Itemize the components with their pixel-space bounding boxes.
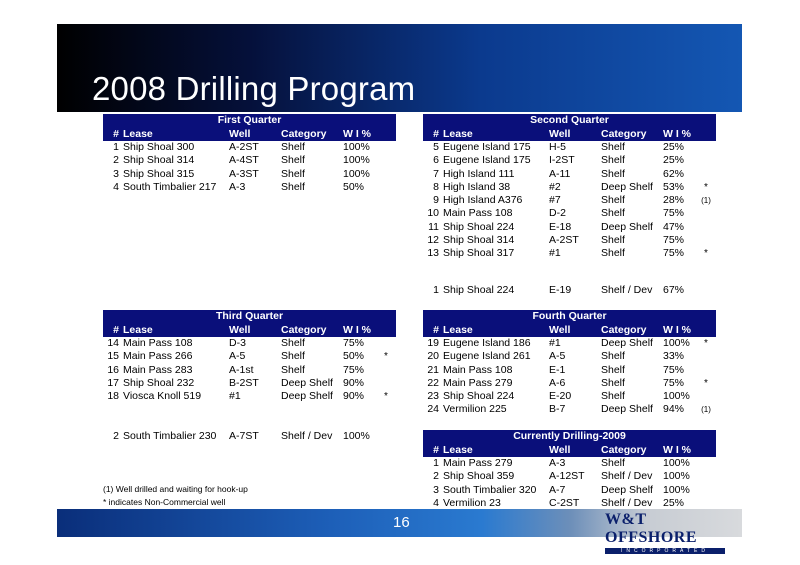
cell-well: A-3 [229,180,246,193]
cell-well: A-5 [229,350,246,363]
cell-well: A-3ST [229,167,259,180]
cell-well: E-18 [549,220,572,233]
column-headers [103,127,396,141]
cell-lease: South Timbalier 217 [123,180,217,193]
cell-category: Shelf [601,457,625,469]
cell-num: 5 [433,141,439,153]
cell-wi: 94% [663,403,685,416]
table-row [423,337,716,350]
cell-wi: 25% [663,141,685,153]
cell-wi: 67% [663,284,685,296]
cell-category: Shelf / Dev [601,284,653,296]
cell-category: Deep Shelf [281,376,333,389]
table-header [423,430,716,457]
cell-wi: 100% [343,430,370,442]
cell-lease: Main Pass 108 [123,337,193,349]
cell-lease: Eugene Island 175 [443,141,531,153]
cell-num: 3 [433,483,439,496]
cell-num: 22 [427,376,439,389]
cell-wi: 100% [663,483,690,496]
cell-category: Shelf [601,141,625,153]
cell-wi: 100% [663,457,690,469]
col-well: Well [549,128,571,140]
cell-footnote-mark: * [384,391,388,403]
cell-num: 24 [427,403,439,416]
cell-category: Shelf [281,337,305,349]
cell-well: #1 [549,337,561,349]
cell-lease: South Timbalier 320 [443,483,537,496]
col-category: Category [281,324,327,336]
cell-well: A-2ST [229,141,259,153]
second-quarter-table [423,114,716,261]
table-row [103,337,396,350]
cell-footnote-mark [376,364,396,377]
cell-footnote-mark [696,168,716,181]
cell-lease: Ship Shoal 300 [123,141,195,153]
cell-num: 8 [433,180,439,193]
table-row [103,141,396,154]
cell-lease: Main Pass 279 [443,457,513,469]
cell-category: Shelf [601,363,625,376]
first-quarter-table [103,114,396,194]
cell-num: 2 [113,430,119,442]
cell-footnote-mark: * [384,351,388,363]
company-logo [605,511,725,554]
col-well: Well [229,324,251,336]
cell-wi: 33% [663,350,685,363]
cell-wi: 100% [663,390,690,403]
cell-lease: Ship Shoal 315 [123,167,195,180]
table-row [423,154,716,167]
cell-lease: Ship Shoal 314 [443,234,515,247]
logo-subtext: INCORPORATED [605,548,725,554]
table-row [423,364,716,377]
slide-title: 2008 Drilling Program [92,70,416,107]
cell-well: #2 [549,180,561,193]
table-row [423,484,716,497]
cell-well: A-7ST [229,430,259,442]
col-num: # [433,444,439,456]
cell-footnote-mark [376,141,396,154]
cell-num: 17 [107,376,119,389]
table-header [103,114,396,141]
table-row [423,181,716,194]
cell-footnote-mark [696,154,716,167]
cell-well: A-3 [549,457,566,469]
cell-well: #7 [549,194,561,207]
cell-well: C-2ST [549,496,580,509]
table-header [103,310,396,337]
cell-wi: 75% [343,337,365,349]
table-row [423,207,716,220]
cell-footnote-mark [696,207,716,220]
currently-drilling-table [423,430,716,510]
cell-category: Shelf [281,167,305,180]
cell-category: Deep Shelf [601,403,653,416]
table-title: First Quarter [217,114,282,126]
cell-category: Shelf [601,350,625,363]
cell-category: Shelf [281,141,305,153]
footnote-noncommercial: * indicates Non-Commercial well [103,497,226,507]
column-headers [423,127,716,141]
col-category: Category [281,128,327,140]
col-lease: Lease [123,128,153,140]
col-category: Category [601,444,647,456]
cell-category: Shelf / Dev [601,496,653,509]
cell-footnote-mark [376,430,396,443]
table-row [103,154,396,167]
col-lease: Lease [443,444,473,456]
cell-wi: 100% [663,470,690,483]
cell-lease: Main Pass 266 [123,350,193,363]
cell-num: 4 [113,180,119,193]
cell-num: 23 [427,390,439,403]
cell-category: Shelf [601,390,625,403]
cell-wi: 53% [663,180,685,193]
cell-lease: Main Pass 283 [123,363,193,376]
cell-footnote-mark [376,337,396,350]
cell-footnote-mark [696,390,716,403]
cell-footnote-mark: (1) [701,196,711,206]
cell-num: 2 [113,154,119,167]
cell-num: 10 [427,207,439,220]
cell-well: D-2 [549,207,566,220]
cell-footnote-mark [696,284,716,297]
cell-lease: Ship Shoal 232 [123,376,195,389]
cell-wi: 28% [663,194,685,207]
col-well: Well [549,444,571,456]
cell-category: Shelf [601,247,625,260]
cell-wi: 90% [343,390,365,403]
table-row [423,141,716,154]
table-row [103,430,396,443]
cell-category: Deep Shelf [601,220,653,233]
cell-lease: High Island A376 [443,194,523,207]
cell-wi: 90% [343,376,365,389]
cell-num: 2 [433,470,439,483]
cell-lease: High Island 111 [443,167,515,180]
cell-footnote-mark [696,350,716,363]
cell-category: Deep Shelf [601,337,653,349]
cell-lease: Eugene Island 261 [443,350,531,363]
col-well: Well [549,324,571,336]
table-title: Currently Drilling-2009 [513,430,626,442]
cell-footnote-mark: * [704,181,708,193]
table-row [423,194,716,207]
cell-wi: 50% [343,350,365,363]
cell-wi: 47% [663,220,685,233]
table-row [423,470,716,483]
table-row [423,403,716,416]
cell-footnote-mark: * [704,377,708,389]
cell-lease: Ship Shoal 224 [443,284,515,296]
cell-footnote-mark: * [704,338,708,349]
table-row [423,390,716,403]
cell-category: Deep Shelf [601,180,653,193]
cell-well: H-5 [549,141,566,153]
cell-num: 7 [433,167,439,180]
table-row [103,350,396,363]
cell-num: 3 [113,167,119,180]
cell-well: B-2ST [229,376,259,389]
cell-lease: Eugene Island 186 [443,337,531,349]
cell-category: Shelf [281,180,305,193]
cell-footnote-mark [696,141,716,154]
table-row [423,377,716,390]
cell-lease: South Timbalier 230 [123,430,217,442]
cell-footnote-mark: * [704,248,708,260]
column-headers [103,323,396,337]
cell-category: Shelf [281,350,305,363]
table-header [423,310,716,337]
cell-category: Shelf [601,234,625,247]
cell-lease: Main Pass 279 [443,376,513,389]
cell-well: #1 [229,390,241,403]
cell-category: Shelf / Dev [281,430,333,442]
cell-num: 6 [433,154,439,167]
col-num: # [113,324,119,336]
table-row [103,168,396,181]
cell-lease: Main Pass 108 [443,363,513,376]
table-row [423,234,716,247]
footnote-hookup: (1) Well drilled and waiting for hook-up [103,484,248,494]
cell-well: A-5 [549,350,566,363]
cell-well: E-20 [549,390,572,403]
col-num: # [433,324,439,336]
col-wi: W I % [663,324,691,336]
cell-lease: Eugene Island 175 [443,154,531,167]
cell-wi: 75% [663,363,685,376]
cell-num: 1 [433,457,439,469]
cell-well: A-11 [549,167,571,180]
cell-wi: 75% [663,247,685,260]
cell-wi: 50% [343,180,365,193]
cell-footnote-mark [696,484,716,497]
cell-lease: Ship Shoal 224 [443,390,515,403]
logo-text: W&T OFFSHORE [605,511,698,546]
table-title: Second Quarter [530,114,609,126]
cell-lease: Ship Shoal 317 [443,247,515,260]
cell-num: 18 [107,390,119,403]
cell-well: E-19 [549,284,572,296]
cell-category: Shelf [601,376,625,389]
cell-footnote-mark [376,181,396,194]
cell-num: 9 [433,194,439,207]
table-header [423,114,716,141]
cell-num: 15 [107,350,119,363]
cell-category: Shelf [601,194,625,207]
cell-well: D-3 [229,337,246,349]
cell-wi: 100% [663,337,690,349]
cell-footnote-mark [696,470,716,483]
cell-category: Deep Shelf [601,483,653,496]
second-quarter-dev-table [423,284,716,297]
col-lease: Lease [443,128,473,140]
cell-wi: 62% [663,167,685,180]
table-row [423,284,716,297]
cell-category: Shelf [601,154,625,167]
cell-num: 12 [427,234,439,247]
cell-well: A-12ST [549,470,585,483]
column-headers [423,323,716,337]
cell-wi: 25% [663,154,685,167]
cell-footnote-mark [696,234,716,247]
cell-well: A-2ST [549,234,579,247]
cell-well: I-2ST [549,154,575,167]
cell-num: 21 [427,363,439,376]
table-row [423,221,716,234]
cell-category: Shelf [281,154,305,167]
cell-num: 1 [113,141,119,153]
cell-wi: 100% [343,154,370,167]
cell-lease: Ship Shoal 314 [123,154,195,167]
cell-lease: Viosca Knoll 519 [123,390,202,403]
table-row [103,181,396,194]
cell-well: E-1 [549,363,566,376]
table-row [103,377,396,390]
col-num: # [433,128,439,140]
col-wi: W I % [343,324,371,336]
cell-category: Shelf [601,207,625,220]
cell-wi: 75% [663,234,685,247]
col-lease: Lease [123,324,153,336]
col-well: Well [229,128,251,140]
cell-num: 14 [107,337,119,349]
table-row [423,247,716,260]
cell-num: 19 [427,337,439,349]
cell-footnote-mark [376,154,396,167]
cell-well: A-1st [229,363,254,376]
cell-lease: Vermilion 23 [443,496,501,509]
cell-lease: Vermilion 225 [443,403,507,416]
cell-num: 1 [433,284,439,296]
cell-footnote-mark [376,377,396,390]
table-row [423,350,716,363]
cell-lease: Main Pass 108 [443,207,513,220]
table-title: Fourth Quarter [532,310,607,322]
cell-category: Shelf / Dev [601,470,653,483]
cell-category: Shelf [281,363,305,376]
cell-num: 13 [427,247,439,260]
col-wi: W I % [663,128,691,140]
col-category: Category [601,128,647,140]
cell-footnote-mark [696,457,716,470]
col-num: # [113,128,119,140]
table-row [423,168,716,181]
cell-well: #1 [549,247,561,260]
third-quarter-dev-table [103,430,396,443]
column-headers [423,443,716,457]
col-wi: W I % [343,128,371,140]
table-row [423,457,716,470]
col-lease: Lease [443,324,473,336]
cell-lease: High Island 38 [443,180,511,193]
cell-wi: 75% [663,376,685,389]
cell-footnote-mark: (1) [701,405,711,415]
cell-category: Deep Shelf [281,390,333,403]
fourth-quarter-table [423,310,716,417]
cell-well: A-4ST [229,154,259,167]
cell-num: 11 [428,220,439,233]
cell-wi: 100% [343,141,370,153]
third-quarter-table [103,310,396,403]
table-title: Third Quarter [215,310,284,322]
cell-wi: 25% [663,496,685,509]
table-row [103,364,396,377]
cell-footnote-mark [696,221,716,234]
cell-footnote-mark [696,364,716,377]
cell-well: A-7 [549,483,566,496]
cell-num: 16 [107,363,119,376]
cell-wi: 75% [343,363,365,376]
cell-wi: 100% [343,167,370,180]
table-row [103,390,396,403]
col-category: Category [601,324,647,336]
page-number: 16 [393,514,410,531]
cell-wi: 75% [663,207,685,220]
cell-well: B-7 [549,403,566,416]
cell-well: A-6 [549,376,566,389]
cell-num: 20 [427,350,439,363]
cell-num: 4 [433,496,439,509]
cell-lease: Ship Shoal 224 [443,220,515,233]
col-wi: W I % [663,444,691,456]
cell-footnote-mark [376,168,396,181]
cell-category: Shelf [601,167,625,180]
cell-lease: Ship Shoal 359 [443,470,515,483]
